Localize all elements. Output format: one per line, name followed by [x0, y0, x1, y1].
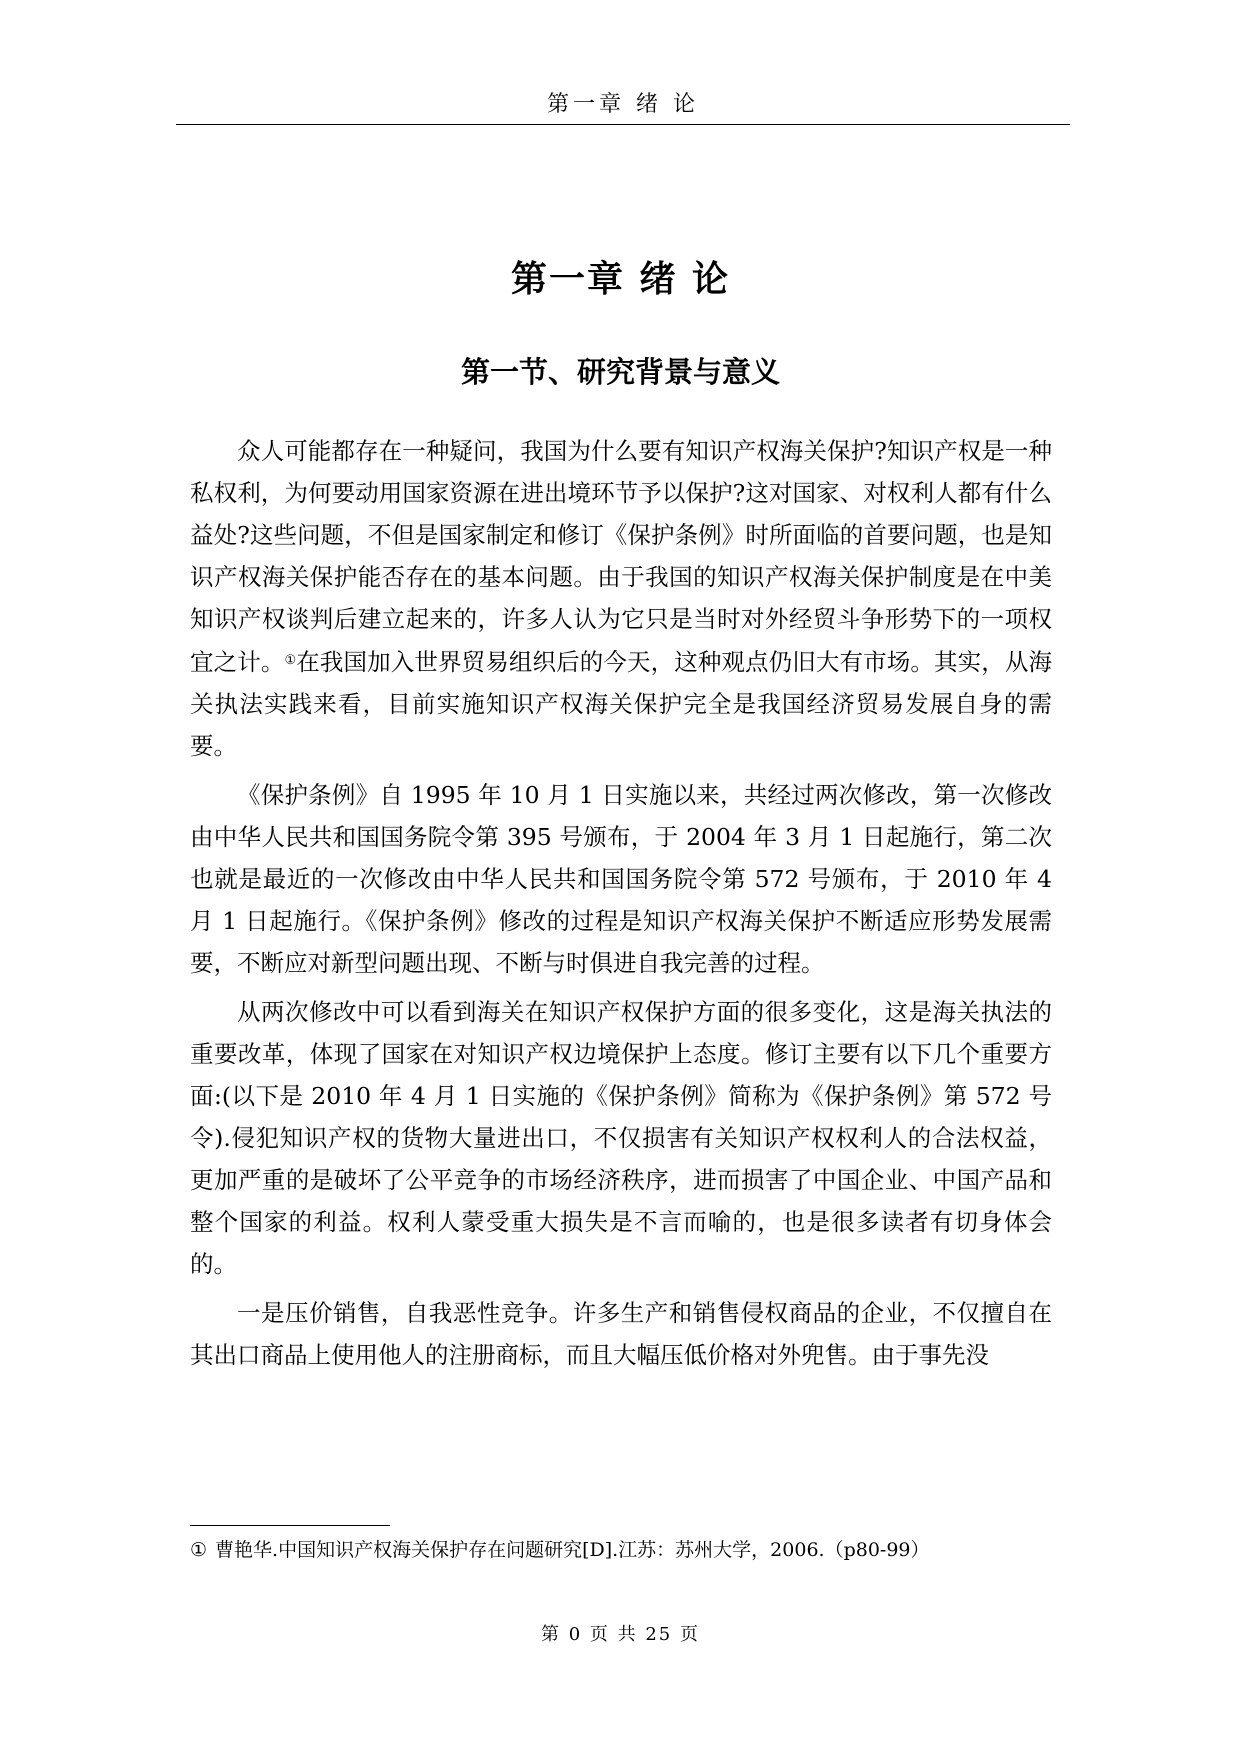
- footnote-rule: [190, 1525, 390, 1526]
- paragraph-1-part-a: 众人可能都存在一种疑问，我国为什么要有知识产权海关保护?知识产权是一种私权利，为何要动用国家资源在进出境环节予以保护?这对国家、对权利人都有什么益处?这些问题，不但是国家制定和修订《保护条例》时所面临的首要问题，也是知识产权海关保护能否存在的基本问题。由于我国的知识产权海关保护制度是在中美知识产权谈判后建立起来的，许多人认为它只是当时对外经贸斗争形势下的一项权宜之计。: [190, 437, 1052, 676]
- paragraph-2: 《保护条例》自 1995 年 10 月 1 日实施以来，共经过两次修改，第一次修改由中华人民共和国国务院令第 395 号颁布，于 2004 年 3 月 1 日起施行，第二次也就是最近的一次修改由中华人民共和国国务院令第 572 号颁布，于 2010 年 4 月 1 日起施行。《保护条例》修改的过程是知识产权海关保护不断适应形势发展需要，不断应对新型问题出现、不断与时俱进自我完善的过程。: [190, 781, 1052, 977]
- footnote: [190, 1535, 1070, 1565]
- chapter-title: 第一章 绪 论: [510, 259, 731, 300]
- body-text: [190, 430, 1052, 1383]
- section-title: 第一节、研究背景与意义: [460, 355, 780, 389]
- paragraph-3: 从两次修改中可以看到海关在知识产权保护方面的很多变化，这是海关执法的重要改革，体现了国家在对知识产权边境保护上态度。修订主要有以下几个重要方面:(以下是 2010 年 4 月 1 日实施的《保护条例》简称为《保护条例》第 572 号令).侵犯知识产权的货物大量进出口，不仅损害有关知识产权权利人的合法权益，更加严重的是破坏了公平竞争的市场经济秩序，进而损害了中国企业、中国产品和整个国家的利益。权利人蒙受重大损失是不言而喻的，也是很多读者有切身体会的。: [190, 998, 1052, 1278]
- running-header: 第一章 绪 论: [547, 92, 699, 117]
- footnote-mark: ①: [190, 1539, 208, 1561]
- page-number: 第 0 页 共 25 页: [541, 1624, 700, 1645]
- paragraph-4: 一是压价销售，自我恶性竞争。许多生产和销售侵权商品的企业，不仅擅自在其出口商品上使用他人的注册商标，而且大幅压低价格对外兜售。由于事先没: [190, 1299, 1052, 1369]
- paragraph-1: [190, 430, 1052, 767]
- footnote-reference[interactable]: ①: [284, 653, 297, 668]
- header-rule: [176, 124, 1070, 125]
- footnote-text: 曹艳华.中国知识产权海关保护存在问题研究[D].江苏：苏州大学，2006.（p80-99）: [215, 1539, 930, 1561]
- paragraph-1-part-b: 在我国加入世界贸易组织后的今天，这种观点仍旧大有市场。其实，从海关执法实践来看，目前实施知识产权海关保护完全是我国经济贸易发展自身的需要。: [190, 648, 1053, 760]
